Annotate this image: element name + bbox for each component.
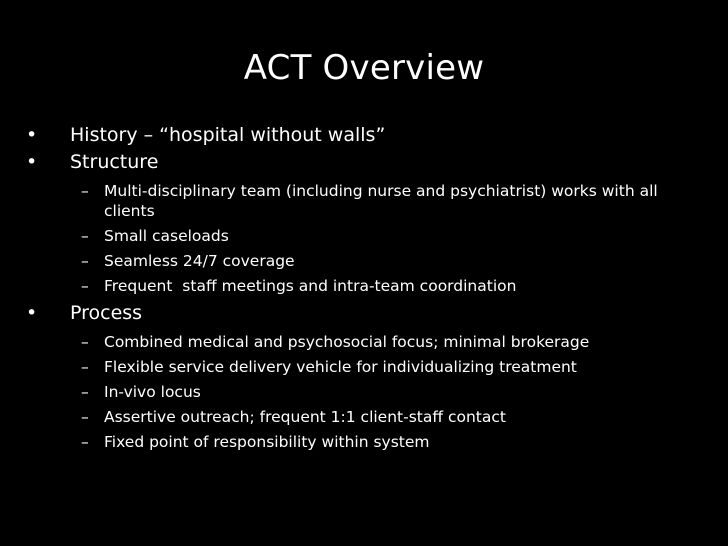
sub-bullet [0, 357, 728, 377]
bullet-text: History – “hospital without walls” [70, 124, 386, 146]
sub-bullet-marker: – [81, 227, 89, 245]
bullet-history [0, 122, 728, 149]
sub-bullet-text: Flexible service delivery vehicle for individualizing treatment [104, 358, 577, 376]
sub-bullet [0, 181, 679, 221]
slide-content [0, 122, 728, 452]
bullet-marker: • [26, 124, 38, 146]
sub-bullet-text: Seamless 24/7 coverage [104, 252, 295, 270]
sub-bullet [0, 332, 728, 352]
sub-bullet-marker: – [81, 408, 89, 426]
sub-bullet-marker: – [81, 277, 89, 295]
slide-title: ACT Overview [243, 48, 485, 88]
bullet-marker: • [26, 302, 38, 324]
sub-bullet-text: Assertive outreach; frequent 1:1 client-staff contact [104, 408, 506, 426]
sub-bullet [0, 382, 728, 402]
sub-bullet-text: Combined medical and psychosocial focus; minimal brokerage [104, 333, 590, 351]
structure-subitems [0, 181, 728, 296]
bullet-marker: • [26, 151, 38, 173]
sub-bullet-text: In-vivo locus [104, 383, 201, 401]
sub-bullet [0, 432, 728, 452]
sub-bullet-text: Fixed point of responsibility within system [104, 433, 430, 451]
sub-bullet-marker: – [81, 358, 89, 376]
bullet-process [0, 300, 728, 327]
sub-bullet-marker: – [81, 252, 89, 270]
sub-bullet-marker: – [81, 433, 89, 451]
bullet-text: Structure [70, 151, 159, 173]
sub-bullet [0, 251, 728, 271]
bullet-text: Process [70, 302, 143, 324]
process-subitems [0, 332, 728, 452]
sub-bullet-marker: – [81, 333, 89, 351]
sub-bullet-marker: – [81, 182, 89, 200]
sub-bullet-text: Small caseloads [104, 227, 229, 245]
sub-bullet [0, 407, 728, 427]
sub-bullet-text: Multi-disciplinary team (including nurse and psychiatrist) works with all clients [104, 182, 658, 220]
sub-bullet [0, 226, 728, 246]
sub-bullet [0, 276, 728, 296]
sub-bullet-text: Frequent staff meetings and intra-team coordination [104, 277, 517, 295]
sub-bullet-marker: – [81, 383, 89, 401]
bullet-structure [0, 149, 728, 176]
